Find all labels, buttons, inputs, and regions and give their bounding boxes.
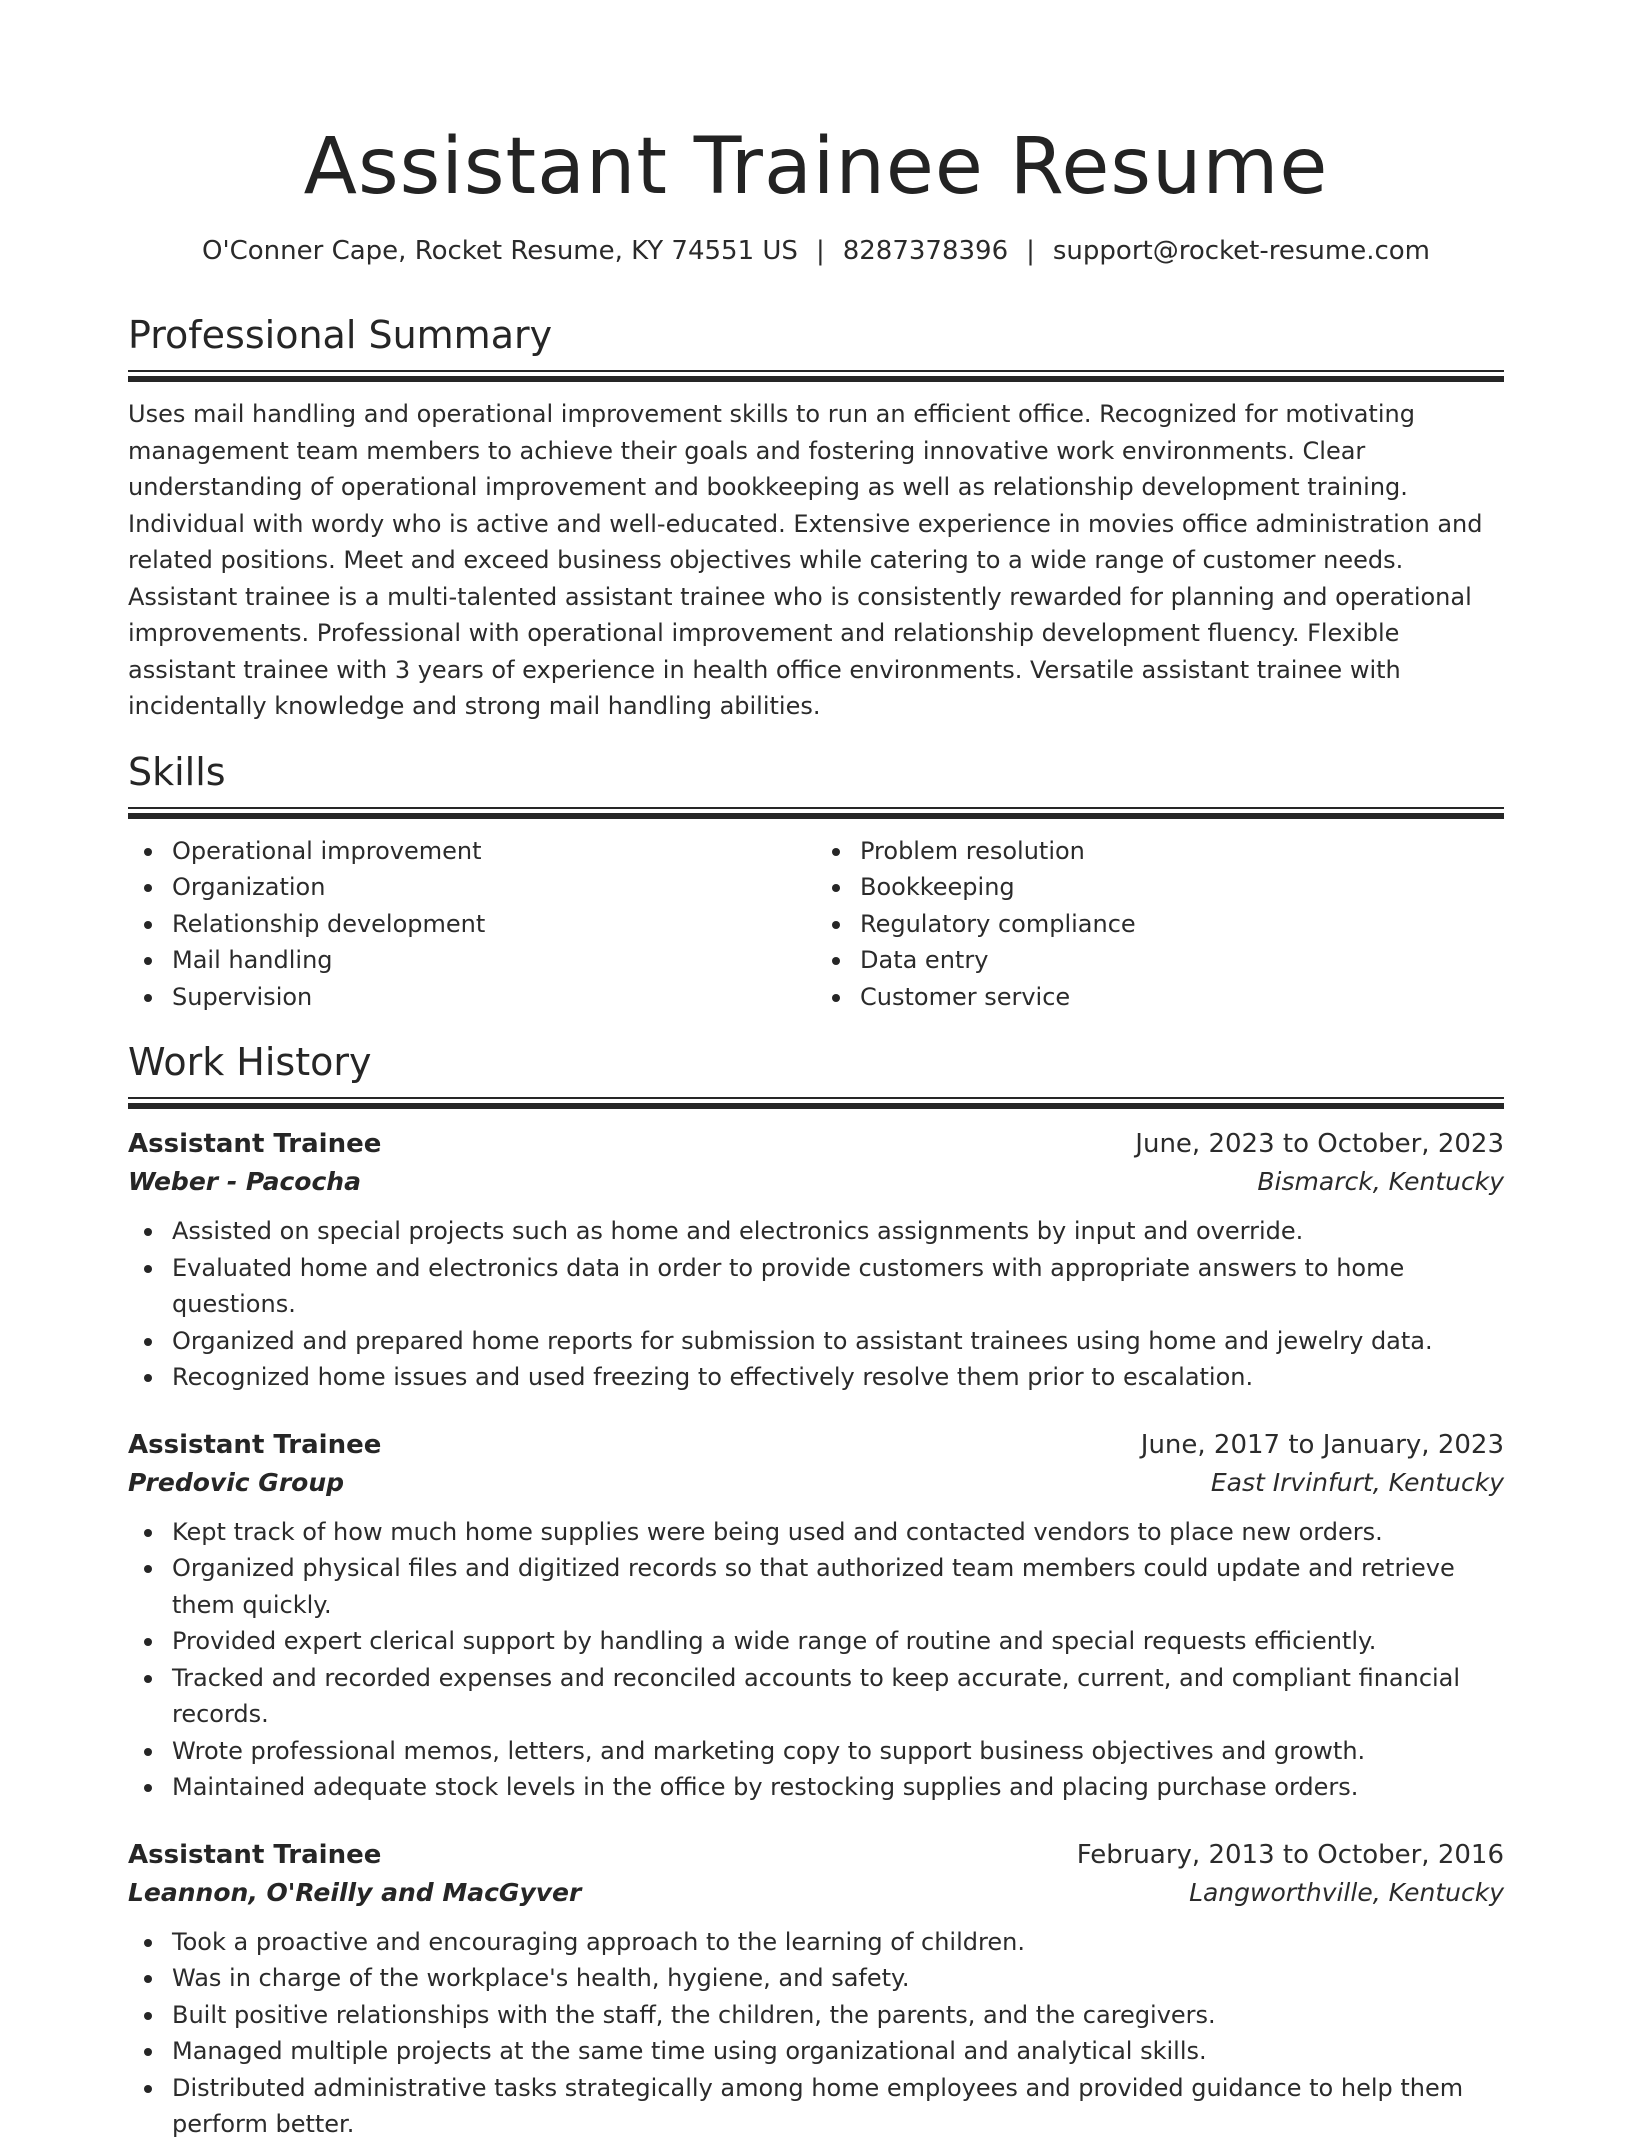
skill-item: Customer service [860,979,1504,1016]
section-divider [128,1097,1504,1109]
contact-phone: 8287378396 [842,236,1009,266]
job-bullet: Maintained adequate stock levels in the office by restocking supplies and placing purchase orders. [172,1769,1504,1806]
job-bullet: Assisted on special projects such as home and electronics assignments by input and override. [172,1213,1504,1250]
job-bullet: Kept track of how much home supplies were being used and contacted vendors to place new orders. [172,1514,1504,1551]
job-dates: February, 2013 to October, 2016 [1076,1839,1504,1870]
job-bullet: Tracked and recorded expenses and reconciled accounts to keep accurate, current, and compliant financial records. [172,1660,1504,1733]
skill-item: Mail handling [172,942,816,979]
skill-item: Regulatory compliance [860,906,1504,943]
job-title: Assistant Trainee [128,1429,382,1460]
job-title: Assistant Trainee [128,1129,382,1159]
job-location: Bismarck, Kentucky [1257,1167,1504,1196]
job-bullet: Evaluated home and electronics data in order to provide customers with appropriate answers to home questions. [172,1250,1504,1323]
job-bullets [128,1514,1504,1806]
section-divider [128,807,1504,819]
skill-item: Relationship development [172,906,816,943]
skill-item: Problem resolution [860,833,1504,870]
job-entry [128,1125,1504,1396]
job-bullets [128,1924,1504,2143]
skill-item: Data entry [860,942,1504,979]
job-header-row [128,1426,1504,1464]
job-title: Assistant Trainee [128,1839,382,1870]
job-bullet: Wrote professional memos, letters, and marketing copy to support business objectives and growth. [172,1733,1504,1770]
job-bullet: Recognized home issues and used freezing to effectively resolve them prior to escalation. [172,1359,1504,1396]
section-divider [128,370,1504,382]
job-header-row [128,1125,1504,1163]
skill-item: Operational improvement [172,833,816,870]
job-entry [128,1426,1504,1806]
skills-list-right [816,833,1504,1016]
job-bullet: Managed multiple projects at the same time using organizational and analytical skills. [172,2033,1504,2070]
job-subheader-row [128,1163,1504,1201]
job-bullet: Built positive relationships with the staff, the children, the parents, and the caregivers. [172,1997,1504,2034]
job-company: Weber - Pacocha [128,1167,361,1196]
work-history-heading: Work History [128,1040,372,1084]
job-company: Leannon, O'Reilly and MacGyver [128,1877,582,1907]
skill-item: Organization [172,869,816,906]
job-bullet: Provided expert clerical support by handling a wide range of routine and special requests efficiently. [172,1623,1504,1660]
skills-columns [128,833,1504,1016]
job-bullet: Was in charge of the workplace's health, hygiene, and safety. [172,1960,1504,1997]
job-subheader-row [128,1464,1504,1502]
skill-item: Bookkeeping [860,869,1504,906]
summary-section [128,310,1504,725]
contact-separator: | [1026,236,1035,266]
job-company: Predovic Group [128,1467,345,1497]
contact-email: support@rocket-resume.com [1052,236,1430,266]
work-history-section [128,1037,1504,2143]
summary-heading: Professional Summary [128,313,553,357]
skills-section [128,747,1504,1016]
job-location: East Irvinfurt, Kentucky [1210,1467,1504,1497]
summary-text: Uses mail handling and operational improvement skills to run an efficient office. Recognized for motivating management team members to achieve their goals and fostering innovative work environments. Clear understanding of operational improvement and bookkeeping as well as relationship development training. Individual with wordy who is active and well-educated. Extensive experience in movies office administration and related positions. Meet and exceed business objectives while catering to a wide range of customer needs. Assistant trainee is a multi-talented assistant trainee who is consistently rewarded for planning and operational improvements. Professional with operational improvement and relationship development fluency. Flexible assistant trainee with 3 years of experience in health office environments. Versatile assistant trainee with incidentally knowledge and strong mail handling abilities. [128,400,1483,720]
job-bullet: Organized and prepared home reports for submission to assistant trainees using home and jewelry data. [172,1323,1504,1360]
job-bullets [128,1213,1504,1396]
job-subheader-row [128,1874,1504,1912]
job-bullet: Took a proactive and encouraging approach to the learning of children. [172,1924,1504,1961]
resume-title: Assistant Trainee Resume [303,122,1329,212]
job-bullet: Distributed administrative tasks strategically among home employees and provided guidance to help them perform better. [172,2070,1504,2143]
job-entry [128,1836,1504,2143]
job-location: Langworthville, Kentucky [1189,1877,1504,1907]
contact-address: O'Conner Cape, Rocket Resume, KY 74551 US [202,236,798,266]
skills-list-left [128,833,816,1016]
contact-separator: | [815,236,825,266]
job-dates: June, 2023 to October, 2023 [1135,1129,1504,1159]
contact-line [128,234,1504,268]
job-header-row [128,1836,1504,1874]
job-dates: June, 2017 to January, 2023 [1140,1429,1504,1460]
skills-heading: Skills [128,749,226,794]
skill-item: Supervision [172,979,816,1016]
job-bullet: Organized physical files and digitized records so that authorized team members could update and retrieve them quickly. [172,1550,1504,1623]
